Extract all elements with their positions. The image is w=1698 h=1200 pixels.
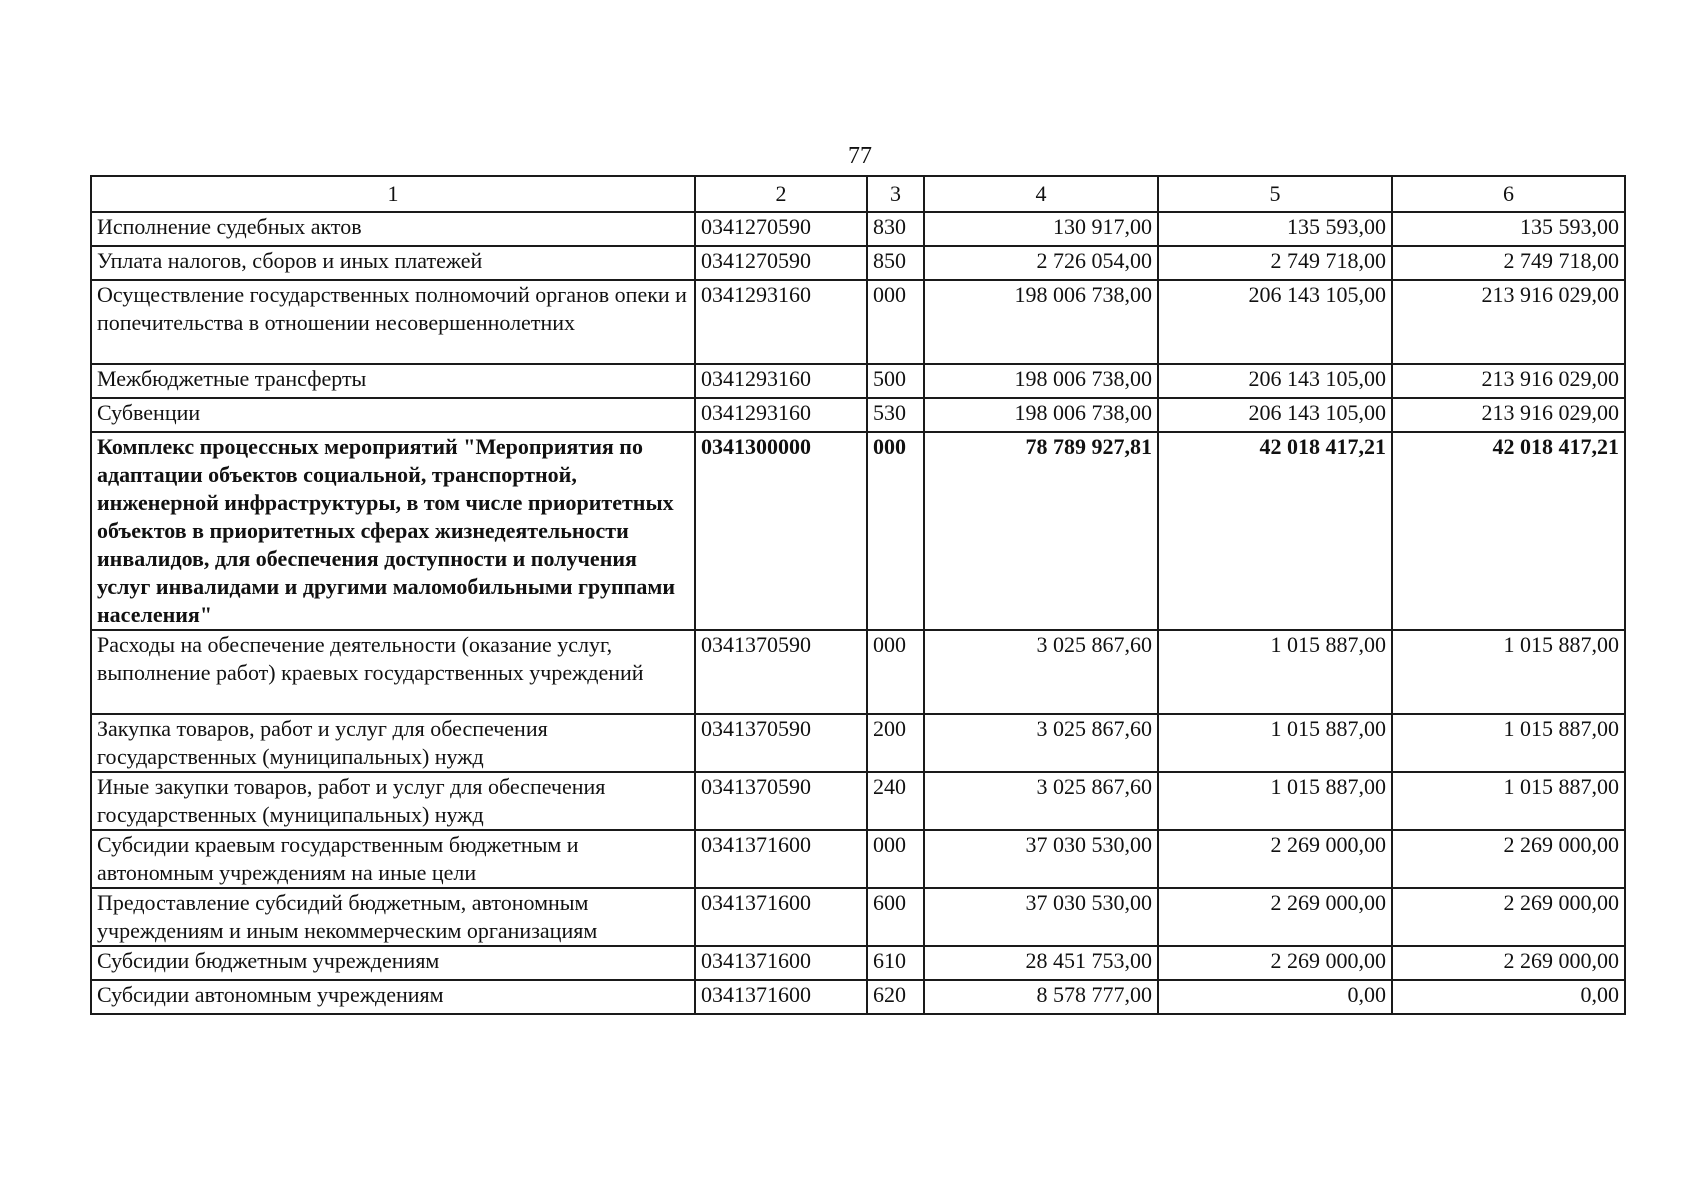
row-amount-year-3: 1 015 887,00 [1392,630,1625,714]
table-row [91,398,1625,432]
row-name: Исполнение судебных актов [91,212,695,246]
row-amount-year-2: 135 593,00 [1158,212,1392,246]
row-amount-year-3: 135 593,00 [1392,212,1625,246]
table-row [91,630,1625,714]
row-amount-year-3: 1 015 887,00 [1392,714,1625,772]
row-amount-year-3: 213 916 029,00 [1392,364,1625,398]
row-target-code: 0341293160 [695,364,867,398]
row-target-code: 0341370590 [695,630,867,714]
row-name: Уплата налогов, сборов и иных платежей [91,246,695,280]
row-amount-year-3: 2 269 000,00 [1392,830,1625,888]
row-amount-year-1: 37 030 530,00 [924,830,1158,888]
row-amount-year-3: 2 269 000,00 [1392,888,1625,946]
row-name: Закупка товаров, работ и услуг для обеспечения государственных (муниципальных) нужд [91,714,695,772]
row-amount-year-3: 0,00 [1392,980,1625,1014]
row-target-code: 0341371600 [695,888,867,946]
row-name: Расходы на обеспечение деятельности (оказание услуг, выполнение работ) краевых государственных учреждений [91,630,695,714]
row-expense-type: 620 [867,980,924,1014]
row-name: Осуществление государственных полномочий органов опеки и попечительства в отношении несовершеннолетних [91,280,695,364]
row-expense-type: 000 [867,630,924,714]
column-header-6: 6 [1392,176,1625,212]
header-row [91,176,1625,212]
row-name: Субсидии автономным учреждениям [91,980,695,1014]
row-target-code: 0341300000 [695,432,867,630]
row-expense-type: 000 [867,280,924,364]
row-name: Субсидии краевым государственным бюджетным и автономным учреждениям на иные цели [91,830,695,888]
table-row [91,432,1625,630]
row-target-code: 0341371600 [695,946,867,980]
row-amount-year-1: 130 917,00 [924,212,1158,246]
row-amount-year-2: 1 015 887,00 [1158,630,1392,714]
table-row [91,364,1625,398]
row-amount-year-1: 8 578 777,00 [924,980,1158,1014]
row-amount-year-1: 2 726 054,00 [924,246,1158,280]
row-amount-year-1: 198 006 738,00 [924,364,1158,398]
row-expense-type: 530 [867,398,924,432]
row-target-code: 0341270590 [695,246,867,280]
row-name: Комплекс процессных мероприятий "Мероприятия по адаптации объектов социальной, транспортной, инженерной инфраструктуры, в том числе приоритетных объектов в приоритетных сферах жизнедеятельности инвалидов, для обеспечения доступности и получения услуг инвалидами и другими маломобильными группами населения" [91,432,695,630]
row-amount-year-1: 198 006 738,00 [924,398,1158,432]
row-target-code: 0341370590 [695,772,867,830]
row-expense-type: 610 [867,946,924,980]
row-amount-year-3: 42 018 417,21 [1392,432,1625,630]
row-amount-year-1: 28 451 753,00 [924,946,1158,980]
row-expense-type: 500 [867,364,924,398]
row-amount-year-1: 3 025 867,60 [924,630,1158,714]
row-amount-year-2: 2 269 000,00 [1158,888,1392,946]
row-amount-year-1: 3 025 867,60 [924,772,1158,830]
row-amount-year-1: 198 006 738,00 [924,280,1158,364]
row-expense-type: 240 [867,772,924,830]
row-expense-type: 200 [867,714,924,772]
row-name: Межбюджетные трансферты [91,364,695,398]
row-expense-type: 000 [867,830,924,888]
row-name: Субвенции [91,398,695,432]
row-expense-type: 600 [867,888,924,946]
row-amount-year-2: 42 018 417,21 [1158,432,1392,630]
row-amount-year-2: 0,00 [1158,980,1392,1014]
row-target-code: 0341293160 [695,280,867,364]
column-header-2: 2 [695,176,867,212]
row-target-code: 0341371600 [695,830,867,888]
row-expense-type: 000 [867,432,924,630]
row-expense-type: 850 [867,246,924,280]
row-amount-year-3: 213 916 029,00 [1392,280,1625,364]
column-header-4: 4 [924,176,1158,212]
page-number: 77 [848,143,872,169]
table-row [91,946,1625,980]
table-row [91,888,1625,946]
budget-table [90,175,1626,1015]
row-amount-year-3: 213 916 029,00 [1392,398,1625,432]
row-expense-type: 830 [867,212,924,246]
row-amount-year-2: 206 143 105,00 [1158,280,1392,364]
row-target-code: 0341370590 [695,714,867,772]
row-amount-year-2: 206 143 105,00 [1158,398,1392,432]
row-amount-year-1: 78 789 927,81 [924,432,1158,630]
row-amount-year-2: 1 015 887,00 [1158,772,1392,830]
table-row [91,714,1625,772]
row-name: Предоставление субсидий бюджетным, автономным учреждениям и иным некоммерческим организациям [91,888,695,946]
table-row [91,980,1625,1014]
column-header-5: 5 [1158,176,1392,212]
row-amount-year-3: 2 749 718,00 [1392,246,1625,280]
row-amount-year-3: 1 015 887,00 [1392,772,1625,830]
row-amount-year-2: 1 015 887,00 [1158,714,1392,772]
row-name: Иные закупки товаров, работ и услуг для обеспечения государственных (муниципальных) нужд [91,772,695,830]
row-amount-year-2: 206 143 105,00 [1158,364,1392,398]
table-row [91,772,1625,830]
row-amount-year-2: 2 749 718,00 [1158,246,1392,280]
column-header-3: 3 [867,176,924,212]
table-row [91,212,1625,246]
table-row [91,246,1625,280]
row-amount-year-1: 3 025 867,60 [924,714,1158,772]
table-row [91,830,1625,888]
row-amount-year-2: 2 269 000,00 [1158,946,1392,980]
row-name: Субсидии бюджетным учреждениям [91,946,695,980]
table-row [91,280,1625,364]
column-header-1: 1 [91,176,695,212]
table-body [91,212,1625,1014]
row-target-code: 0341371600 [695,980,867,1014]
row-target-code: 0341293160 [695,398,867,432]
row-amount-year-2: 2 269 000,00 [1158,830,1392,888]
row-amount-year-1: 37 030 530,00 [924,888,1158,946]
row-target-code: 0341270590 [695,212,867,246]
row-amount-year-3: 2 269 000,00 [1392,946,1625,980]
